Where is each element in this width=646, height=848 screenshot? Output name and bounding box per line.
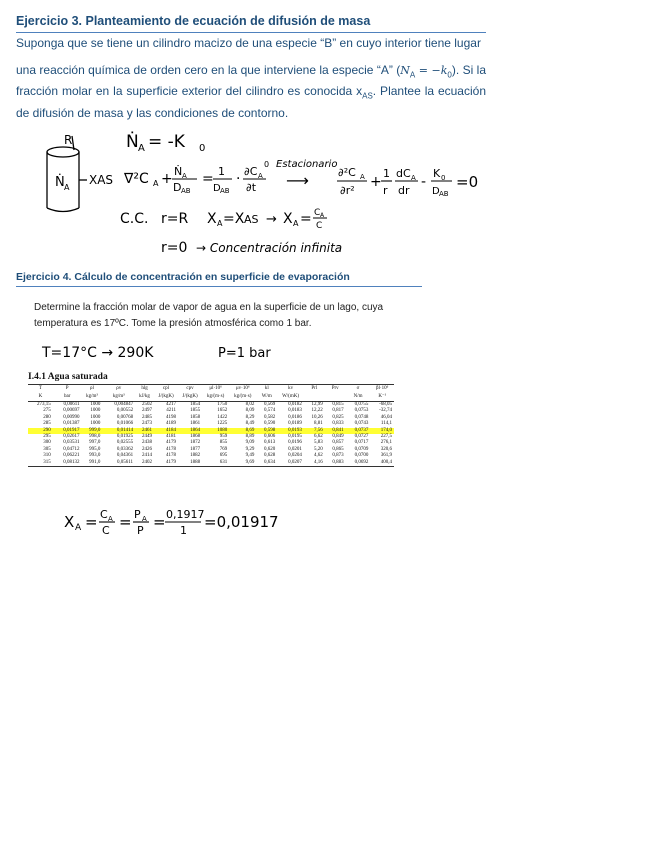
statement-part-a: una reacción química de orden cero en la que interviene la especie “A” ( [16, 63, 401, 77]
table-unit-cell [304, 393, 325, 402]
table-cell: 290 [28, 428, 53, 434]
table-cell: 0,0195 [288, 434, 302, 440]
radial-dr2: ∂r² [340, 184, 355, 197]
table-cell: 1750 [217, 402, 228, 407]
radial-k0-sub: 0 [441, 174, 446, 182]
table-cell: 10,26 [311, 414, 323, 420]
table-header-cell: cpv [178, 385, 202, 394]
table-cell: 0,02617 [63, 434, 80, 440]
table-unit-cell: W/(mK) [277, 393, 304, 402]
result-xa: X [64, 513, 75, 531]
table-cell: 9,29 [245, 446, 255, 452]
table-cell: 0,0193 [277, 428, 304, 434]
table-cell: 0,590 [263, 421, 276, 427]
table-unit-cell: K [28, 393, 53, 402]
table-cell: 1864 [178, 428, 202, 434]
table-cell: 0,00697 [63, 408, 80, 414]
result-c: C [102, 524, 110, 537]
cylinder-n-label: Ṅ [55, 175, 65, 190]
table-cell: 0,08132 [53, 460, 82, 467]
laplacian-plus: + [161, 171, 173, 187]
radial-one: 1 [383, 167, 390, 180]
table-cell: 0,00552 [116, 408, 134, 414]
table-cell: 0,598 [256, 428, 277, 434]
table-cell: 0,0183 [288, 408, 302, 414]
table-cell: 1877 [190, 446, 201, 452]
table-cell: 9,69 [229, 460, 256, 467]
table-cell: 0,004847 [114, 402, 134, 407]
laplacian-frac-den: D [173, 181, 182, 194]
table-cell: 959 [219, 434, 228, 440]
table-cell: 320,6 [380, 446, 392, 452]
table-cell: 285 [43, 421, 51, 427]
bc1-arrow: → [266, 212, 277, 227]
radial-d2ca-sub: A [360, 173, 365, 181]
table-cell: 1000 [90, 414, 101, 420]
table-cell: 0,0204 [288, 453, 302, 459]
table-cell: 4,16 [304, 460, 325, 467]
na-equation-k-sub: 0 [199, 143, 206, 154]
laplacian-dab: D [213, 183, 221, 194]
table-header-row [28, 385, 394, 394]
table-cell: 998,0 [89, 434, 101, 440]
table-unit-cell: kg/(m·s) [202, 393, 229, 402]
table-cell: 0,00768 [116, 414, 134, 420]
result-xa-sub: A [75, 523, 82, 533]
table-row [28, 460, 394, 467]
table-cell: 276,1 [380, 440, 392, 446]
table-cell: 2426 [141, 446, 152, 452]
table-cell: 0,815 [332, 402, 344, 407]
table-cell: 300 [43, 440, 51, 446]
table-cell: 0,01917 [53, 428, 82, 434]
table-unit-cell: kg/(m·s) [229, 393, 256, 402]
table-cell: 275 [43, 408, 51, 414]
table-cell: 0,04361 [116, 453, 134, 459]
table-cell: 2485 [141, 414, 152, 420]
table-cell: 0,01414 [102, 428, 135, 434]
exercise-3-title: Ejercicio 3. Planteamiento de ecuación de difusión de masa [16, 14, 371, 28]
result-one: 1 [180, 524, 187, 537]
radial-k0: K [433, 167, 441, 180]
bc1-xa2-sub: A [293, 219, 299, 228]
table-header-cell: hlg [135, 385, 154, 394]
table-cell: 0,613 [263, 440, 276, 446]
table-header-cell: σ [346, 385, 371, 394]
table-header-cell: Prl [304, 385, 325, 394]
table-cell: 1000 [90, 402, 101, 407]
table-cell: 4178 [166, 453, 177, 459]
table-cell: 1858 [190, 414, 201, 420]
radial-dr: dr [398, 184, 410, 197]
bc1-xa-sub: A [217, 219, 223, 228]
table-cell: 0,01066 [116, 421, 134, 427]
table-cell: 991,0 [82, 460, 103, 467]
table-cell: 4181 [166, 434, 177, 440]
cylinder-n-subscript: A [64, 183, 70, 192]
table-cell: 993,0 [89, 453, 101, 459]
bc2-text: → Concentración infinita [196, 241, 343, 255]
estacionario-note: Estacionario [276, 159, 338, 170]
table-cell: 0,841 [325, 428, 346, 434]
laplacian-dab-sub: AB [220, 187, 230, 195]
table-cell: 4211 [166, 408, 177, 414]
table-cell: 9,49 [245, 453, 255, 459]
laplacian-equals: = [202, 171, 214, 187]
saturated-water-table [28, 384, 394, 467]
table-cell: 12,22 [311, 408, 323, 414]
table-cell: 1000 [90, 408, 101, 414]
laplacian-frac-num: Ṅ [174, 165, 183, 178]
table-cell: 9,09 [245, 440, 255, 446]
table-header-cell: kv [277, 385, 304, 394]
bc1-equals-2: = [300, 211, 312, 227]
table-cell: 0,0755 [354, 402, 369, 407]
table-cell: 8,69 [229, 428, 256, 434]
table-cell: 1000 [90, 421, 101, 427]
result-eq-1: = [85, 513, 98, 531]
laplacian-lhs: ∇²C [124, 171, 149, 187]
laplacian-dt: ∂t [246, 181, 257, 194]
table-cell: 0,817 [332, 408, 344, 414]
bc1-frac-den: C [316, 221, 323, 231]
table-cell: 1225 [217, 421, 228, 427]
cylinder-radius-label: R [64, 133, 73, 147]
table-cell: 8,09 [245, 408, 255, 414]
table-cell: 0,04712 [63, 446, 80, 452]
table-body [28, 402, 394, 467]
table-cell: 0,03531 [63, 440, 80, 446]
table-cell: 0,620 [263, 446, 276, 452]
table-cell: 0,02555 [116, 440, 134, 446]
table-cell: 0,569 [263, 402, 276, 407]
table-unit-cell [325, 393, 346, 402]
table-cell: 2502 [141, 402, 152, 407]
table-header-cell: P [53, 385, 82, 394]
n-dot-symbol: N [400, 64, 410, 77]
laplacian-dca: ∂C [244, 165, 258, 178]
table-cell: 0,582 [263, 414, 276, 420]
table-cell: 631 [202, 460, 229, 467]
table-unit-cell: kg/m³ [82, 393, 103, 402]
table-cell: 0,634 [256, 460, 277, 467]
table-cell: 0,0717 [354, 440, 369, 446]
result-ca: C [100, 508, 108, 521]
exercise-4-statement: Determine la fracción molar de vapor de agua en la superficie de un lago, cuya temperatura es 17ºC. Tome la presión atmosférica como 1 bar. [34, 302, 384, 329]
table-cell: 114,1 [380, 421, 392, 427]
radial-dab-sub: AB [439, 190, 449, 198]
table-cell: 2414 [141, 453, 152, 459]
exercise-3-intro-line: Suponga que se tiene un cilindro macizo de una especie “B” en cuyo interior tiene lugar [16, 36, 481, 50]
bc1-xa: X [207, 211, 217, 227]
statement-part-c: . Plantee la ecuación de difusión de masa y las condiciones de contorno. [16, 84, 486, 120]
table-cell: 8,49 [245, 421, 255, 427]
table-cell: 855 [219, 440, 228, 446]
table-cell: 1652 [217, 408, 228, 414]
table-cell: 2438 [141, 440, 152, 446]
table-cell: 315 [28, 460, 53, 467]
table-cell: 400,4 [370, 460, 394, 467]
radial-minus: - [421, 174, 427, 190]
table-cell: 2461 [135, 428, 154, 434]
table-cell: 227,5 [380, 434, 392, 440]
bc1-frac-num-sub: A [320, 212, 325, 219]
table-cell: 0,574 [263, 408, 276, 414]
cylinder-xas-label: XAS [89, 173, 114, 187]
table-cell: 0,628 [263, 453, 276, 459]
table-cell: 0,0196 [288, 440, 302, 446]
table-unit-cell: K⁻¹ [370, 393, 394, 402]
n-subscript: A [409, 70, 416, 80]
table-cell: 46,04 [380, 414, 392, 420]
table-cell: 0,00990 [63, 414, 80, 420]
na-equation-sub: A [138, 143, 145, 154]
table-header-cell: μl·10⁶ [202, 385, 229, 394]
result-eq-3: = [153, 513, 166, 531]
table-cell: 0,0186 [288, 414, 302, 420]
table-cell: 0,01387 [63, 421, 80, 427]
radial-dca-sub: A [411, 174, 416, 182]
table-header-cell: Prv [325, 385, 346, 394]
table-cell: -32,74 [379, 408, 392, 414]
laplacian-lhs-sub: A [153, 179, 159, 188]
table-header-cell: μv·10⁶ [229, 385, 256, 394]
xas-subscript: AS [362, 91, 373, 101]
table-cell: 997,0 [89, 440, 101, 446]
table-cell: 4,62 [314, 453, 323, 459]
table-cell: 769 [219, 446, 228, 452]
table-cell: 0,873 [332, 453, 344, 459]
result-pa: P [134, 508, 141, 521]
table-cell: 4189 [166, 421, 177, 427]
exercise-4-title: Ejercicio 4. Cálculo de concentración en superficie de evaporación [16, 271, 350, 283]
laplacian-frac-num-sub: A [182, 172, 187, 180]
table-cell: -68,05 [379, 402, 392, 407]
table-cell: 305 [43, 446, 51, 452]
table-cell: 1855 [190, 408, 201, 414]
table-cell: 0,0709 [354, 446, 369, 452]
result-pa-sub: A [142, 515, 147, 523]
table-cell: 2449 [141, 434, 152, 440]
bc-label: C.C. [120, 211, 149, 227]
table-unit-cell: N/m [346, 393, 371, 402]
bc1-as: AS [244, 213, 259, 226]
table-cell: 1888 [178, 460, 202, 467]
table-unit-cell: J/(kgK) [154, 393, 178, 402]
table-header-cell: kl [256, 385, 277, 394]
table-cell: 1422 [217, 414, 228, 420]
equals-minus-k: = −k [415, 64, 448, 77]
table-cell: 0,03362 [116, 446, 134, 452]
table-cell: 1080 [202, 428, 229, 434]
table-cell: 4179 [166, 440, 177, 446]
table-unit-cell: kg/m³ [102, 393, 135, 402]
table-cell: 0,06221 [63, 453, 80, 459]
table-cell: 0,00611 [63, 402, 80, 407]
table-cell: 273,15 [37, 402, 51, 407]
table-cell: 0,01925 [116, 434, 134, 440]
radial-plus: + [370, 174, 382, 190]
table-cell: 0,0201 [288, 446, 302, 452]
table-cell: 5,20 [314, 446, 323, 452]
table-cell: 4179 [154, 460, 178, 467]
bc2-condition: r=0 [161, 240, 188, 256]
k-subscript: 0 [447, 70, 452, 80]
table-cell: 2473 [141, 421, 152, 427]
na-equation-n: Ṅ [126, 132, 139, 152]
table-cell: 0,833 [332, 421, 344, 427]
table-unit-cell: J/(kgK) [178, 393, 202, 402]
laplacian-dca-sub: A [258, 172, 263, 180]
table-cell: 0,0692 [346, 460, 371, 467]
table-cell: 0,0748 [354, 414, 369, 420]
table-cell: 995,0 [89, 446, 101, 452]
table-cell: 2497 [141, 408, 152, 414]
table-cell: 999,0 [82, 428, 103, 434]
radial-r: r [383, 184, 388, 197]
result-p: P [137, 524, 144, 537]
table-cell: 0,05611 [102, 460, 135, 467]
zero-annotation: 0 [264, 160, 270, 169]
table-row [28, 402, 394, 409]
table-cell: 4217 [166, 402, 177, 407]
statement-part-b: ). Si la fracción molar en la superficie exterior del cilindro es conocida [16, 63, 486, 99]
table-cell: 6,62 [314, 434, 323, 440]
result-num: 0,1917 [166, 508, 205, 521]
table-cell: 0,0753 [354, 408, 369, 414]
pressure-value: P=1 bar [218, 346, 271, 361]
table-cell: 4178 [166, 446, 177, 452]
table-header-cell: βl·10⁶ [370, 385, 394, 394]
result-value: =0,01917 [204, 513, 279, 531]
cylinder-sketch [47, 136, 87, 212]
table-header-cell: T [28, 385, 53, 394]
table-cell: 1872 [190, 440, 201, 446]
exercise-4-rule [16, 286, 422, 287]
bc1-equals-x: =X [223, 211, 245, 227]
table-cell: 4198 [166, 414, 177, 420]
table-cell: 8,81 [314, 421, 323, 427]
table-container [28, 384, 394, 467]
table-cell: 1854 [190, 402, 201, 407]
radial-equals-zero: =0 [456, 173, 479, 191]
table-unit-cell: kJ/kg [135, 393, 154, 402]
table-cell: 0,0727 [354, 434, 369, 440]
table-cell: 280 [43, 414, 51, 420]
table-cell: 1882 [190, 453, 201, 459]
bc1-frac-num: C [314, 208, 321, 218]
table-cell: 12,99 [311, 402, 323, 407]
table-cell: 0,857 [332, 440, 344, 446]
table-cell: 361,9 [380, 453, 392, 459]
table-cell: 8,02 [245, 402, 255, 407]
table-cell: 2402 [135, 460, 154, 467]
laplacian-one: 1 [218, 165, 225, 178]
table-cell: 0,865 [332, 446, 344, 452]
table-cell: 8,29 [245, 414, 255, 420]
table-cell: 8,89 [245, 434, 255, 440]
table-cell: 4184 [154, 428, 178, 434]
table-header-cell: ρv [102, 385, 135, 394]
laplacian-frac-den-sub: AB [181, 187, 191, 195]
table-cell: 0,825 [332, 414, 344, 420]
table-unit-cell: W/m [256, 393, 277, 402]
temperature-conversion: T=17°C → 290K [42, 345, 154, 361]
table-header-cell: cpl [154, 385, 178, 394]
radial-d2ca: ∂²C [338, 166, 356, 179]
table-cell: 295 [43, 434, 51, 440]
table-title: I.4.1 Agua saturada [28, 372, 108, 382]
laplacian-dot: · [236, 171, 241, 187]
radial-dab: D [432, 186, 440, 197]
table-header-cell: ρl [82, 385, 103, 394]
table-cell: 695 [219, 453, 228, 459]
table-cell: 5,83 [314, 440, 323, 446]
na-equation-rest: = -K [148, 132, 185, 152]
table-cell: 0,0743 [354, 421, 369, 427]
table-cell: 174,0 [370, 428, 394, 434]
table-cell: 7,56 [304, 428, 325, 434]
table-cell: 0,849 [332, 434, 344, 440]
table-cell: 0,0182 [288, 402, 302, 407]
table-cell: 0,606 [263, 434, 276, 440]
table-cell: 0,0737 [346, 428, 371, 434]
table-cell: 1861 [190, 421, 201, 427]
result-ca-sub: A [108, 515, 113, 523]
table-cell: 0,0207 [277, 460, 304, 467]
table-cell: 1868 [190, 434, 201, 440]
table-cell: 0,0700 [354, 453, 369, 459]
table-cell: 310 [43, 453, 51, 459]
result-eq-2: = [119, 513, 132, 531]
table-unit-cell: bar [53, 393, 82, 402]
xas-symbol: x [356, 84, 363, 99]
table-cell: 0,0189 [288, 421, 302, 427]
radial-dca: dC [396, 167, 411, 180]
table-cell: 0,883 [325, 460, 346, 467]
bc1-xa2: X [283, 211, 293, 227]
implies-arrow: ⟶ [286, 171, 309, 190]
table-units-row [28, 393, 394, 402]
bc1-condition: r=R [161, 211, 189, 227]
